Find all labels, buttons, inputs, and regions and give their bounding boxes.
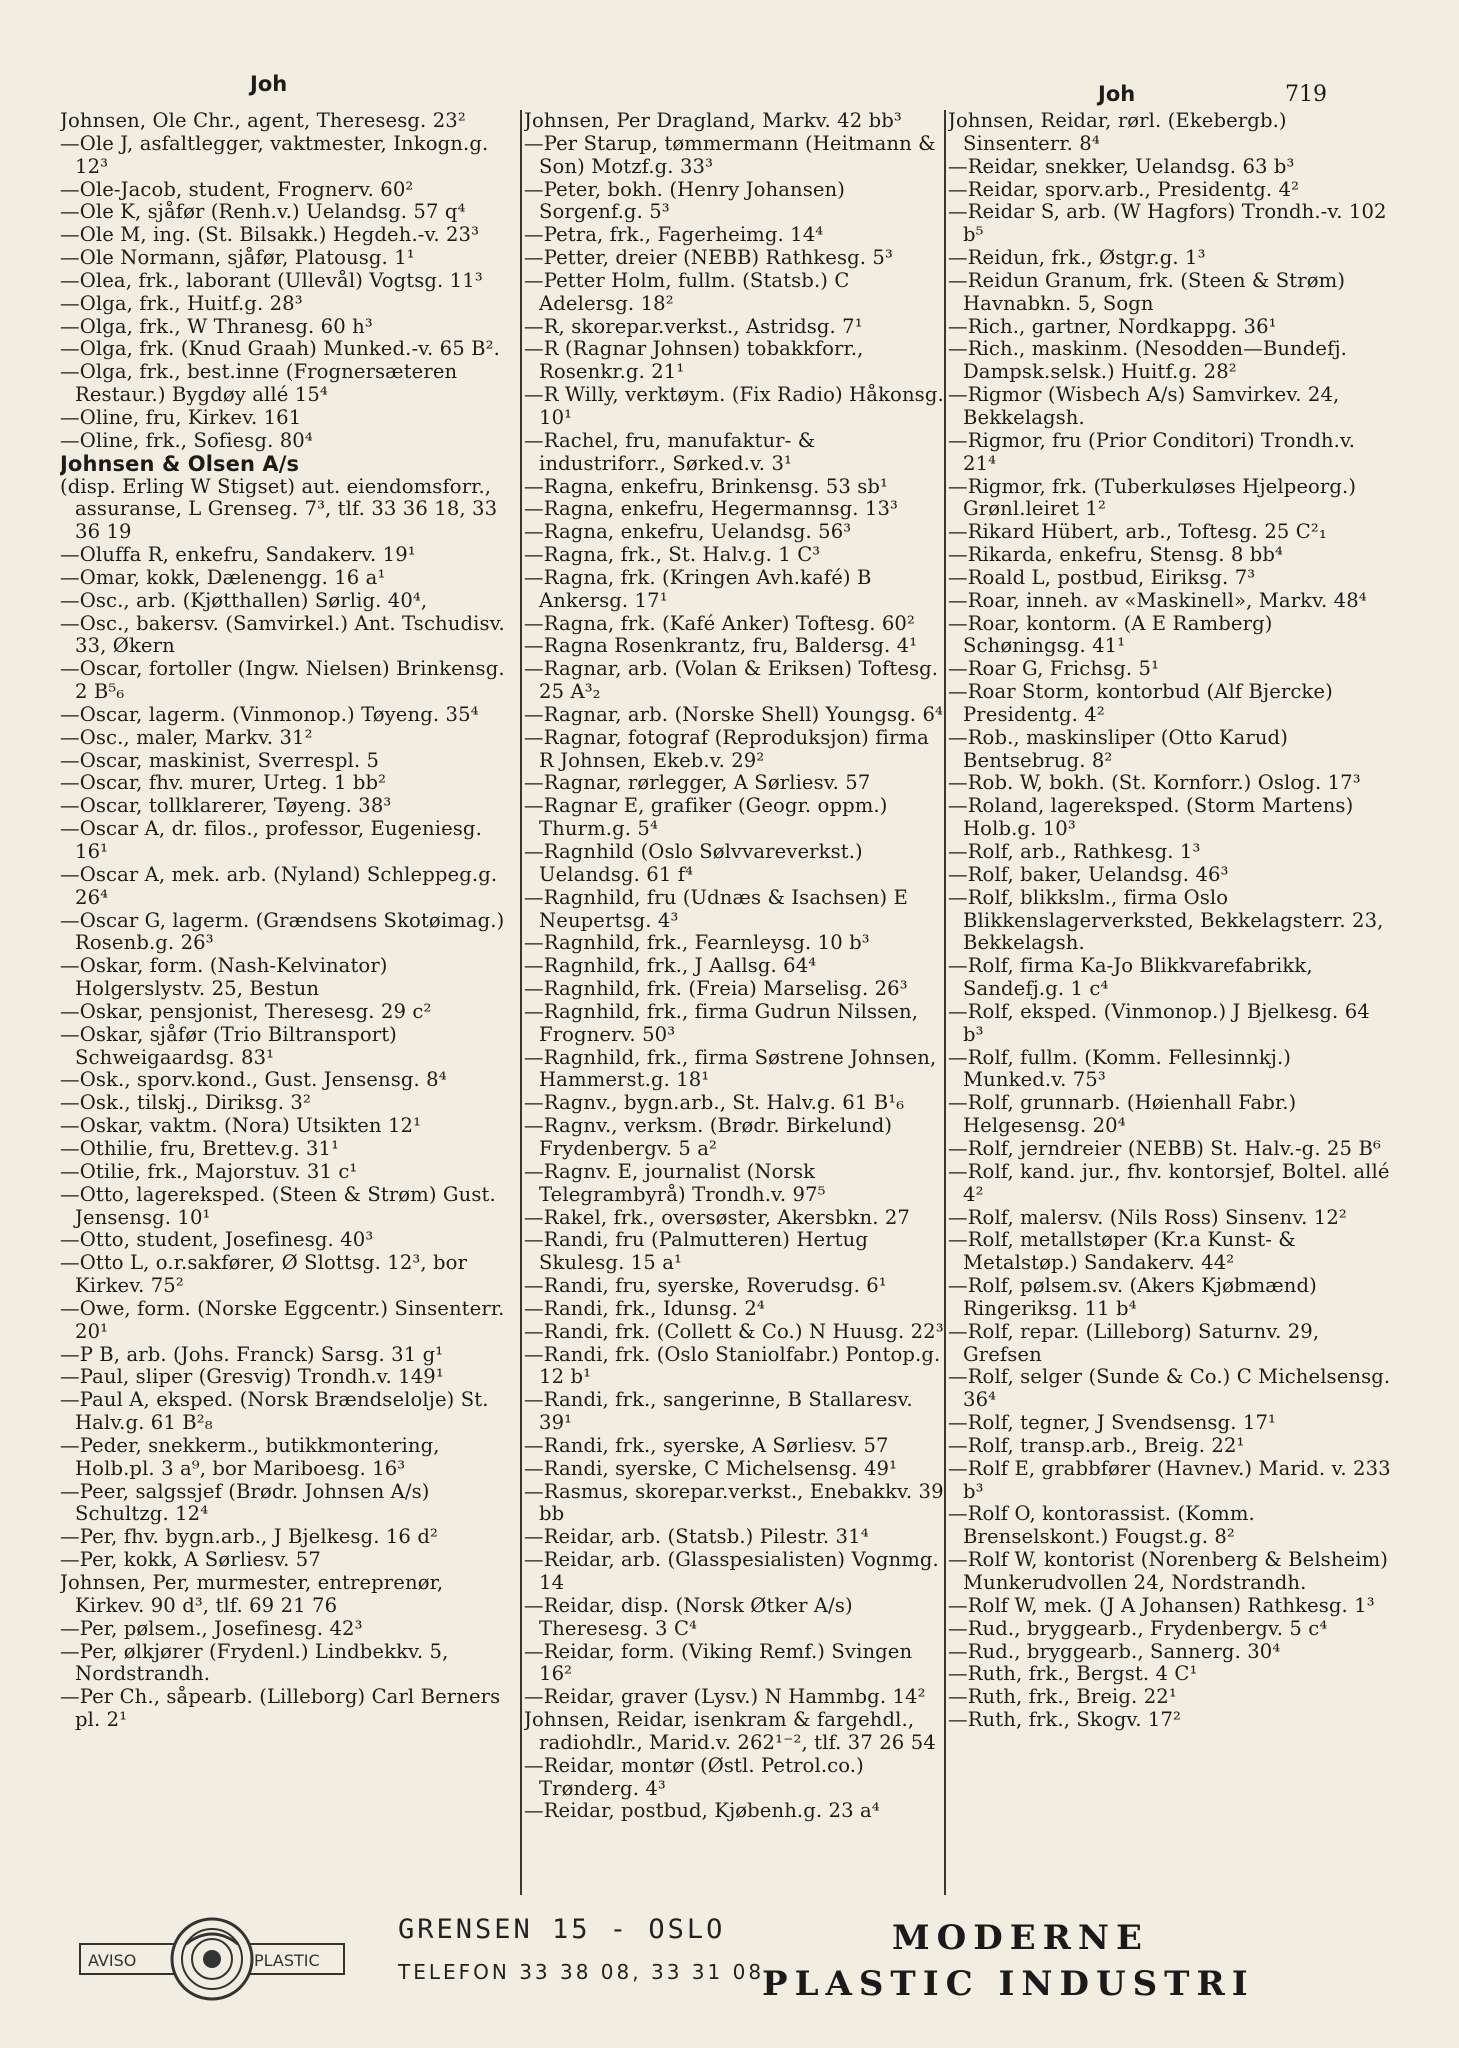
aviso-plastic-logo [76,1914,348,2004]
directory-entry: —Peder, snekkerm., butikkmontering, Holb.pl. 3 a⁹, bor Mariboesg. 16³ [60,1433,440,1480]
directory-entry: —Oscar A, dr. filos., professor, Eugeniesg. 16¹ [60,817,482,863]
directory-entry: —Rolf, repar. (Lilleborg) Saturnv. 29, Grefsen [948,1319,1320,1366]
directory-entry: —Otto, lagereksped. (Steen & Strøm) Gust. Jensensg. 10¹ [60,1182,496,1229]
directory-entry: —Olga, frk., Huitf.g. 28³ [60,291,303,315]
directory-entry: —Othilie, fru, Brettev.g. 31¹ [60,1136,340,1160]
directory-entry: —Osk., tilskj., Diriksg. 3² [60,1091,311,1115]
directory-entry: —Randi, frk. (Collett & Co.) N Huusg. 22³ [524,1319,944,1343]
directory-entry: —Ole J, asfaltlegger, vaktmester, Inkogn.g. 12³ [60,131,489,178]
directory-entry: —Roald L, postbud, Eiriksg. 7³ [948,565,1256,589]
directory-entry: —Rud., bryggearb., Frydenbergv. 5 c⁴ [948,1616,1328,1640]
directory-entry: —Rolf, tegner, J Svendsensg. 17¹ [948,1411,1276,1435]
directory-entry: —P B, arb. (Johs. Franck) Sarsg. 31 g¹ [60,1342,444,1366]
directory-entry: —Ragnhild, frk. (Freia) Marselisg. 26³ [524,977,908,1001]
directory-entry: —Reidar S, arb. (W Hagfors) Trondh.-v. 102 b⁵ [948,200,1387,247]
directory-entry: —Otto L, o.r.sakfører, Ø Slottsg. 12³, bor Kirkev. 75² [60,1251,468,1298]
directory-entry: —Rolf, metallstøper (Kr.a Kunst- & Metalstøp.) Sandakerv. 44² [948,1228,1296,1275]
directory-entry: —Olea, frk., laborant (Ullevål) Vogtsg. 11³ [60,268,483,292]
page-header [0,62,1459,107]
directory-entry: —Ragna, enkefru, Hegermannsg. 13³ [524,497,898,521]
advertisement-footer [0,1900,1459,2048]
directory-entry: —Ruth, frk., Skogv. 17² [948,1708,1182,1732]
directory-entry: —Per Ch., såpearb. (Lilleborg) Carl Berners pl. 2¹ [60,1685,501,1732]
directory-entry: —Reidar, sporv.arb., Presidentg. 4² [948,177,1300,201]
directory-entry: Johnsen & Olsen A/s [60,451,300,476]
directory-entry: —Rolf, malersv. (Nils Ross) Sinsenv. 12² [948,1205,1347,1229]
directory-entry: —Randi, fru, syerske, Roverudsg. 6¹ [524,1274,887,1298]
directory-entry: —Ragnar E, grafiker (Geogr. oppm.) Thurm.g. 5⁴ [524,794,888,841]
directory-entry: —Reidar, arb. (Statsb.) Pilestr. 31⁴ [524,1525,869,1549]
directory-entry: —Oscar G, lagerm. (Grændsens Skotøimag.) Rosenb.g. 26³ [60,908,505,955]
directory-entry: Johnsen, Per Dragland, Markv. 42 bb³ [524,110,902,132]
footer-brand-line1: MODERNE [892,1918,1149,1958]
directory-entry: Johnsen, Reidar, rørl. (Ekebergb.) Sinsenterr. 8⁴ [948,110,1287,155]
directory-entry: —Ragnhild (Oslo Sølvvareverkst.) Uelandsg. 61 f⁴ [524,840,863,886]
directory-entry: —R (Ragnar Johnsen) tobakkforr., Rosenkr.g. 21¹ [524,337,864,384]
directory-entry: —Reidar, snekker, Uelandsg. 63 b³ [948,154,1295,178]
column-3 [948,110,1393,1895]
directory-entry: —Otilie, frk., Majorstuv. 31 c¹ [60,1159,358,1183]
directory-entry: —Rakel, frk., oversøster, Akersbkn. 27 [524,1205,910,1229]
directory-entry: —Rolf, transp.arb., Breig. 22¹ [948,1433,1245,1457]
directory-entry: —Ragnhild, frk., firma Gudrun Nilssen, Frognerv. 50³ [524,999,919,1046]
directory-entry: —Ragnar, arb. (Norske Shell) Youngsg. 6⁴ [524,702,943,726]
directory-entry: —R, skorepar.verkst., Astridsg. 7¹ [524,314,863,338]
directory-entry: —Ragna, frk. (Kringen Avh.kafé) B Ankersg. 17¹ [524,565,872,612]
directory-entry: —Reidar, disp. (Norsk Øtker A/s) Theresesg. 3 C⁴ [524,1593,853,1640]
directory-entry: —Per, pølsem., Josefinesg. 42³ [60,1616,363,1640]
directory-entry: —Oscar, tollklarerer, Tøyeng. 38³ [60,794,392,818]
directory-entry: —Peter, bokh. (Henry Johansen) Sorgenf.g. 5³ [524,177,846,224]
directory-entry: —Osc., arb. (Kjøtthallen) Sørlig. 40⁴, [60,588,428,612]
directory-entry: —Ragnhild, frk., J Aallsg. 64⁴ [524,954,817,978]
directory-entry: —Ragnhild, frk., firma Søstrene Johnsen, Hammerst.g. 18¹ [524,1045,937,1092]
directory-entry: —Roar G, Frichsg. 5¹ [948,657,1160,681]
directory-entry: —Reidun Granum, frk. (Steen & Strøm) Havnabkn. 5, Sogn [948,268,1346,315]
directory-entry: —Ragna Rosenkrantz, fru, Baldersg. 4¹ [524,634,918,658]
directory-entry: Johnsen, Ole Chr., agent, Theresesg. 23² [60,110,466,132]
directory-entry: —Rolf, pølsem.sv. (Akers Kjøbmænd) Ringeriksg. 11 b⁴ [948,1274,1317,1320]
directory-entry: —Rigmor, frk. (Tuberkuløses Hjelpeorg.) Grønl.leiret 1² [948,474,1357,521]
directory-entry: —Rolf, firma Ka-Jo Blikkvarefabrikk, Sandefj.g. 1 c⁴ [948,954,1313,1001]
directory-entry: —Per, fhv. bygn.arb., J Bjelkesg. 16 d² [60,1525,438,1549]
directory-entry: —Rolf, selger (Sunde & Co.) C Michelsensg. 36⁴ [948,1365,1391,1412]
directory-entry: —Rolf W, mek. (J A Johansen) Rathkesg. 1³ [948,1593,1375,1617]
directory-entry: —Rolf E, grabbfører (Havnev.) Marid. v. 233 b³ [948,1456,1391,1503]
directory-entry: —Ragna, frk., St. Halv.g. 1 C³ [524,543,821,567]
directory-entry: —Oline, frk., Sofiesg. 80⁴ [60,428,313,452]
directory-entry: —Randi, fru (Palmutteren) Hertug Skulesg. 15 a¹ [524,1228,869,1275]
directory-columns [42,110,1422,1895]
directory-entry: —Randi, frk. (Oslo Staniolfabr.) Pontop.g. 12 b¹ [524,1342,941,1389]
directory-entry: Johnsen, Reidar, isenkram & fargehdl., radiohdlr., Marid.v. 262¹⁻², tlf. 37 26 54 [524,1708,936,1754]
directory-entry: —Rigmor, fru (Prior Conditori) Trondh.v. 21⁴ [948,428,1356,475]
column-2 [524,110,946,1895]
directory-entry: —Olga, frk. (Knud Graah) Munked.-v. 65 B². [60,337,500,361]
directory-entry: —Ole Normann, sjåfør, Platousg. 1¹ [60,246,415,270]
footer-address: GRENSEN 15 - OSLO [398,1914,726,1945]
directory-entry: —Rolf, jerndreier (NEBB) St. Halv.-g. 25 B⁶ [948,1136,1381,1160]
directory-entry: —R Willy, verktøym. (Fix Radio) Håkonsg. 10¹ [524,383,944,429]
directory-entry: —Oluffa R, enkefru, Sandakerv. 19¹ [60,543,416,567]
directory-entry: —Petra, frk., Fagerheimg. 14⁴ [524,223,824,247]
directory-entry: —Randi, frk., sangerinne, B Stallaresv. 39¹ [524,1388,913,1435]
directory-entry: —Rachel, fru, manufaktur- & industriforr., Sørked.v. 3¹ [524,428,816,475]
directory-entry: —Roland, lagereksped. (Storm Martens) Holb.g. 10³ [948,794,1354,841]
directory-entry: —Ragna, frk. (Kafé Anker) Toftesg. 60² [524,611,915,635]
directory-entry: —Ragnar, rørlegger, A Sørliesv. 57 [524,771,871,795]
directory-entry: —Petter Holm, fullm. (Statsb.) C Adelersg. 18² [524,268,850,315]
directory-entry: —Rolf W, kontorist (Norenberg & Belsheim) Munkerudvollen 24, Nordstrandh. [948,1548,1389,1594]
directory-entry: —Ole-Jacob, student, Frognerv. 60² [60,177,414,201]
directory-entry: —Ragnar, arb. (Volan & Eriksen) Toftesg. 25 A³₂ [524,657,939,704]
directory-entry: —Reidar, form. (Viking Remf.) Svingen 16² [524,1639,913,1686]
header-left-word: Joh [250,72,288,96]
directory-entry: —Omar, kokk, Dælenengg. 16 a¹ [60,565,386,589]
directory-entry: —Oskar, form. (Nash-Kelvinator) Holgerslystv. 25, Bestun [60,954,388,1001]
directory-entry: —Oskar, pensjonist, Theresesg. 29 c² [60,999,432,1023]
directory-entry: —Reidar, arb. (Glasspesialisten) Vognmg. 14 [524,1548,939,1594]
directory-entry: —Olga, frk., W Thranesg. 60 h³ [60,314,373,338]
column-1 [60,110,518,1895]
directory-entry: —Per, kokk, A Sørliesv. 57 [60,1548,321,1572]
directory-entry: —Oskar, sjåfør (Trio Biltransport) Schweigaardsg. 83¹ [60,1022,397,1069]
directory-entry: —Rikarda, enkefru, Stensg. 8 bb⁴ [948,543,1283,567]
directory-entry: —Rich., gartner, Nordkappg. 36¹ [948,314,1277,338]
directory-entry: —Rob. W, bokh. (St. Kornforr.) Oslog. 17³ [948,771,1361,795]
directory-entry: —Reidun, frk., Østgr.g. 1³ [948,246,1206,270]
directory-entry: —Rolf, baker, Uelandsg. 46³ [948,862,1229,886]
directory-entry: —Rolf, blikkslm., firma Oslo Blikkenslagerverksted, Bekkelagsterr. 23, Bekkelagsh. [948,885,1384,955]
directory-entry: —Ragnhild, fru (Udnæs & Isachsen) E Neupertsg. 4³ [524,885,908,932]
directory-entry: Johnsen, Per, murmester, entreprenør, Kirkev. 90 d³, tlf. 69 21 76 [60,1571,444,1617]
directory-entry: —Ragnv. E, journalist (Norsk Telegrambyrå) Trondh.v. 97⁵ [524,1159,826,1206]
directory-entry: —Osc., maler, Markv. 31² [60,725,313,749]
directory-entry: —Rolf, eksped. (Vinmonop.) J Bjelkesg. 64 b³ [948,999,1370,1046]
directory-entry: —Paul A, eksped. (Norsk Brændselolje) St. Halv.g. 61 B²₈ [60,1388,489,1435]
directory-entry: —Rolf, fullm. (Komm. Fellesinnkj.) Munked.v. 75³ [948,1045,1292,1092]
column-divider [520,110,522,1895]
column-divider [944,110,946,1895]
directory-entry: —Oscar, lagerm. (Vinmonop.) Tøyeng. 35⁴ [60,702,479,726]
directory-entry: —Roar, inneh. av «Maskinell», Markv. 48⁴ [948,588,1367,612]
directory-entry: —Ruth, frk., Breig. 22¹ [948,1685,1177,1709]
svg-text:AVISO: AVISO [88,1951,137,1970]
directory-entry: —Ragnv., verksm. (Brødr. Birkelund) Frydenbergv. 5 a² [524,1114,893,1160]
directory-entry: (disp. Erling W Stigset) aut. eiendomsforr., assuranse, L Grenseg. 7³, tlf. 33 36 18, 33 36 19 [60,474,498,544]
directory-entry: —Paul, sliper (Gresvig) Trondh.v. 149¹ [60,1365,444,1389]
directory-entry: —Otto, student, Josefinesg. 40³ [60,1228,374,1252]
directory-entry: —Ragna, enkefru, Brinkensg. 53 sb¹ [524,474,888,498]
directory-entry: —Oscar, maskinist, Sverrespl. 5 [60,748,380,772]
directory-entry: —Rolf O, kontorassist. (Komm. Brenselskont.) Fougst.g. 8² [948,1502,1255,1549]
directory-entry: —Reidar, graver (Lysv.) N Hammbg. 14² [524,1685,926,1709]
directory-entry: —Rigmor (Wisbech A/s) Samvirkev. 24, Bekkelagsh. [948,383,1340,429]
directory-entry: —Rolf, kand. jur., fhv. kontorsjef, Boltel. allé 4² [948,1159,1390,1206]
directory-entry: —Reidar, montør (Østl. Petrol.co.) Trønderg. 4³ [524,1753,864,1800]
directory-entry: —Ole K, sjåfør (Renh.v.) Uelandsg. 57 q⁴ [60,200,466,224]
directory-entry: —Randi, frk., syerske, A Sørliesv. 57 [524,1433,889,1457]
directory-entry: —Osc., bakersv. (Samvirkel.) Ant. Tschudisv. 33, Økern [60,611,505,658]
directory-entry: —Per, ølkjører (Frydenl.) Lindbekkv. 5, Nordstrandh. [60,1639,449,1686]
directory-entry: —Rud., bryggearb., Sannerg. 30⁴ [948,1639,1281,1663]
footer-brand-line2: PLASTIC INDUSTRI [762,1964,1255,2004]
page-number: 719 [1285,82,1327,107]
directory-entry: —Peer, salgssjef (Brødr. Johnsen A/s) Schultzg. 12⁴ [60,1479,430,1526]
directory-entry: —Rolf, arb., Rathkesg. 1³ [948,840,1201,863]
directory-entry: —Ragnhild, frk., Fearnleysg. 10 b³ [524,931,870,955]
directory-entry: —Ole M, ing. (St. Bilsakk.) Hegdeh.-v. 23³ [60,223,480,247]
directory-entry: —Rich., maskinm. (Nesodden—Bundefj. Dampsk.selsk.) Huitf.g. 28² [948,337,1347,384]
svg-text:PLASTIC: PLASTIC [254,1951,320,1970]
header-right-word: Joh [1098,82,1136,106]
directory-entry: —Owe, form. (Norske Eggcentr.) Sinsenterr. 20¹ [60,1296,505,1343]
directory-entry: —Rolf, grunnarb. (Høienhall Fabr.) Helgesensg. 20⁴ [948,1091,1297,1138]
directory-entry: —Rob., maskinsliper (Otto Karud) Bentsebrug. 8² [948,725,1288,772]
directory-entry: —Oscar A, mek. arb. (Nyland) Schleppeg.g. 26⁴ [60,862,498,909]
footer-phone: TELEFON 33 38 08, 33 31 08 [398,1960,765,1984]
directory-entry: —Oscar, fhv. murer, Urteg. 1 bb² [60,771,387,795]
directory-entry: —Petter, dreier (NEBB) Rathkesg. 5³ [524,246,893,270]
directory-entry: —Oline, fru, Kirkev. 161 [60,405,302,429]
directory-entry: —Rasmus, skorepar.verkst., Enebakkv. 39 bb [524,1479,944,1526]
directory-entry: —Ruth, frk., Bergst. 4 C¹ [948,1662,1198,1686]
directory-entry: —Roar Storm, kontorbud (Alf Bjercke) Presidentg. 4² [948,680,1333,726]
directory-entry: —Ragnv., bygn.arb., St. Halv.g. 61 B¹₆ [524,1091,905,1115]
directory-entry: —Per Starup, tømmermann (Heitmann & Son) Motzf.g. 33³ [524,131,936,178]
directory-entry: —Ragnar, fotograf (Reproduksjon) firma R Johnsen, Ekeb.v. 29² [524,725,929,772]
directory-entry: —Reidar, postbud, Kjøbenh.g. 23 a⁴ [524,1799,880,1823]
directory-entry: —Roar, kontorm. (A E Ramberg) Schøningsg. 41¹ [948,611,1273,658]
directory-entry: —Osk., sporv.kond., Gust. Jensensg. 8⁴ [60,1068,447,1092]
directory-entry: —Rikard Hübert, arb., Toftesg. 25 C²₁ [948,520,1327,544]
directory-entry: —Oskar, vaktm. (Nora) Utsikten 12¹ [60,1114,422,1138]
directory-entry: —Oscar, fortoller (Ingw. Nielsen) Brinkensg. 2 B⁵₆ [60,657,505,704]
directory-entry: —Olga, frk., best.inne (Frognersæteren Restaur.) Bygdøy allé 15⁴ [60,360,458,407]
directory-entry: —Randi, frk., Idunsg. 2⁴ [524,1296,765,1320]
directory-entry: —Ragna, enkefru, Uelandsg. 56³ [524,520,852,544]
directory-entry: —Randi, syerske, C Michelsensg. 49¹ [524,1456,898,1480]
